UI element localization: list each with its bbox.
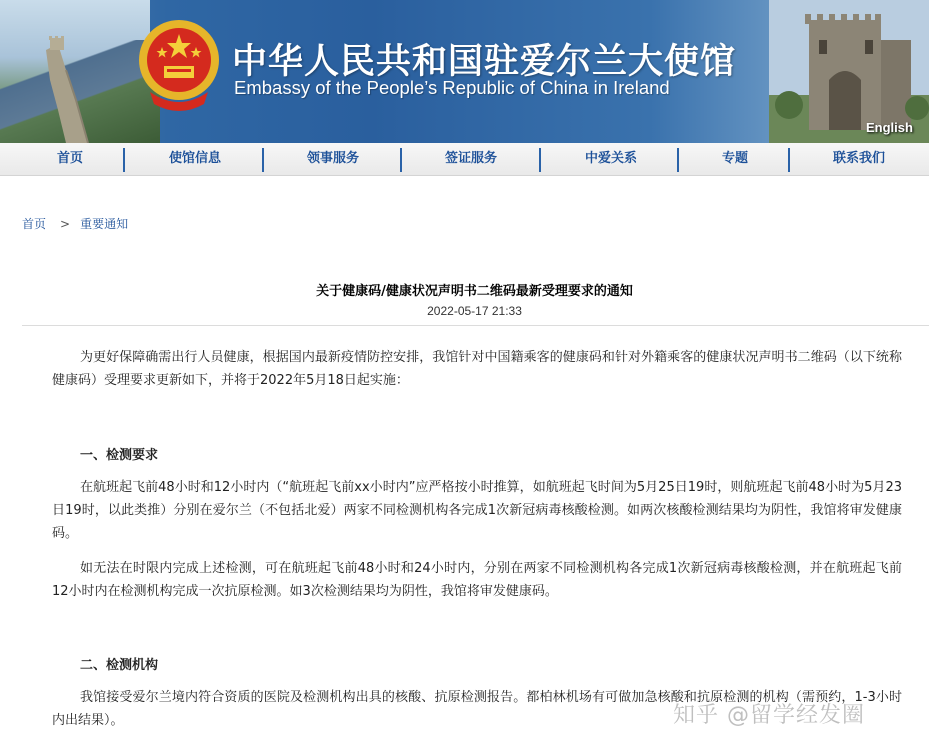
breadcrumb — [22, 215, 128, 232]
main-nav — [0, 143, 929, 176]
nav-divider — [539, 148, 541, 172]
nav-item-china-ireland-relations[interactable]: 中爱关系 — [584, 151, 637, 166]
nav-divider — [123, 148, 125, 172]
header-banner — [0, 0, 929, 143]
nav-item-visa-services[interactable]: 签证服务 — [444, 151, 497, 166]
section-heading-testing-requirements: 一、检测要求 — [80, 448, 159, 463]
article-paragraph: 我馆接受爱尔兰境内符合资质的医院及检测机构出具的核酸、抗原检测报告。都柏林机场有可做加急核酸和抗原检测的机构（需预约，1-3小时内出结果）。 — [52, 690, 902, 728]
nav-divider — [400, 148, 402, 172]
nav-item-special-topics[interactable]: 专题 — [721, 151, 748, 166]
article-paragraph: 在航班起飞前48小时和12小时内（“航班起飞前xx小时内”应严格按小时推算，如航班起飞时间为5月25日19时，则航班起飞前48小时为5月23日19时，以此类推）分别在爱尔兰（不包括北爱）两家不同检测机构各完成1次新冠病毒核酸检测。如两次核酸检测结果均为阴性，我馆将审发健康码。 — [52, 480, 902, 541]
breadcrumb-separator: > — [60, 217, 71, 231]
great-wall-image — [36, 30, 96, 143]
nav-divider — [788, 148, 790, 172]
embassy-title-english: Embassy of the People’s Republic of China in Ireland — [234, 77, 670, 98]
section-heading-testing-institutions: 二、检测机构 — [80, 658, 159, 673]
watermark-text: 知乎 @留学经发圈 — [673, 703, 865, 728]
embassy-title-chinese: 中华人民共和国驻爱尔兰大使馆 — [232, 42, 737, 82]
title-divider — [22, 325, 929, 326]
nav-item-contact-us[interactable]: 联系我们 — [832, 151, 885, 166]
article-intro-paragraph: 为更好保障确需出行人员健康，根据国内最新疫情防控安排，我馆针对中国籍乘客的健康码和针对外籍乘客的健康状况声明书二维码（以下统称健康码）受理要求更新如下，并将于2022年5月18日起实施： — [52, 350, 902, 388]
nav-item-home[interactable]: 首页 — [56, 151, 83, 166]
article-date: 2022-05-17 21:33 — [427, 304, 522, 318]
english-version-link[interactable]: English — [866, 120, 913, 135]
nav-item-consular-services[interactable]: 领事服务 — [306, 151, 359, 166]
nav-divider — [262, 148, 264, 172]
article-title: 关于健康码/健康状况声明书二维码最新受理要求的通知 — [316, 284, 633, 299]
article-paragraph: 如无法在时限内完成上述检测，可在航班起飞前48小时和24小时内，分别在两家不同检测机构各完成1次新冠病毒核酸检测，并在航班起飞前12小时内在检测机构完成一次抗原检测。如3次检测结果均为阴性，我馆将审发健康码。 — [52, 561, 902, 599]
breadcrumb-current-link[interactable]: 重要通知 — [80, 217, 129, 231]
breadcrumb-home-link[interactable]: 首页 — [22, 217, 47, 231]
national-emblem-icon — [136, 14, 222, 114]
nav-divider — [677, 148, 679, 172]
nav-item-embassy-info[interactable]: 使馆信息 — [168, 151, 221, 166]
